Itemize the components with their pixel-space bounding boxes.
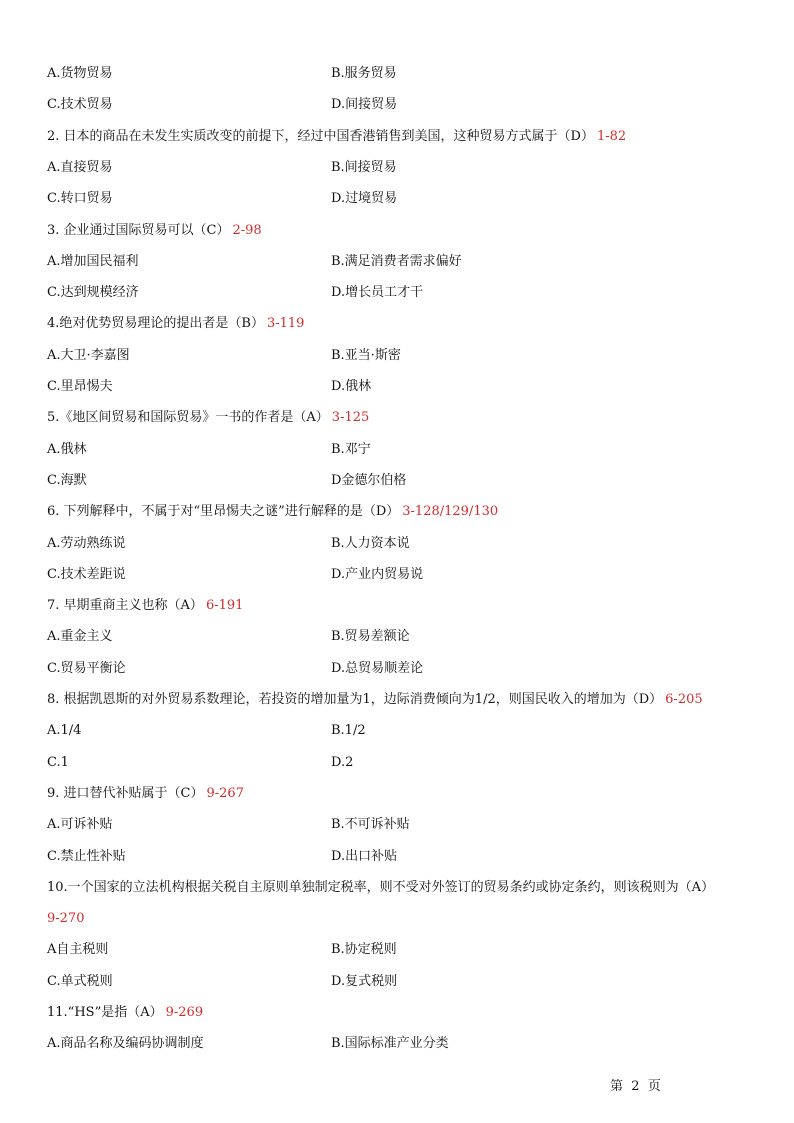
question-line — [47, 786, 244, 802]
question-text: 11.“HS”是指（A） — [47, 1005, 163, 1020]
option-left: C.转口贸易 — [47, 191, 113, 206]
option-left: A.1/4 — [47, 723, 82, 738]
question-line — [47, 1005, 203, 1021]
option-left: C.技术贸易 — [47, 97, 113, 112]
option-left: C.1 — [47, 755, 69, 770]
question-text: 4.绝对优势贸易理论的提出者是（B） — [47, 316, 264, 331]
option-right: B.协定税则 — [331, 942, 397, 957]
option-right: B.满足消费者需求偏好 — [331, 254, 462, 269]
page-reference: 6-191 — [205, 598, 244, 613]
option-left: A.劳动熟练说 — [47, 536, 126, 551]
question-text: 2. 日本的商品在未发生实质改变的前提下，经过中国香港销售到美国，这种贸易方式属于（D） — [47, 129, 594, 144]
page-reference: 3-125 — [331, 410, 370, 425]
option-left: C.技术差距说 — [47, 567, 126, 582]
option-right: B.亚当·斯密 — [331, 348, 401, 363]
option-right: D.产业内贸易说 — [331, 567, 424, 582]
option-left: C.禁止性补贴 — [47, 849, 126, 864]
page-footer — [610, 1075, 661, 1094]
option-left: A.货物贸易 — [47, 66, 113, 81]
question-text: 9. 进口替代补贴属于（C） — [47, 786, 204, 801]
page-suffix: 页 — [647, 1079, 661, 1094]
question-line — [47, 316, 304, 332]
option-left: A.重金主义 — [47, 629, 113, 644]
option-right: B.不可诉补贴 — [331, 817, 410, 832]
question-line — [47, 880, 717, 896]
option-right: B.贸易差额论 — [331, 629, 410, 644]
page-reference: 1-82 — [596, 129, 627, 144]
question-line — [47, 129, 626, 145]
option-left: C.里昂惕夫 — [47, 379, 113, 394]
option-right: B.服务贸易 — [331, 66, 397, 81]
question-text: 8. 根据凯恩斯的对外贸易系数理论，若投资的增加量为1，边际消费倾向为1/2，则国民收入的增加为（D） — [47, 692, 663, 707]
option-right: D金德尔伯格 — [331, 473, 407, 488]
option-right: B.国际标准产业分类 — [331, 1036, 449, 1051]
question-text: 6. 下列解释中，不属于对“里昂惕夫之谜”进行解释的是（D） — [47, 504, 400, 519]
question-line — [47, 692, 703, 708]
question-line — [47, 410, 369, 426]
option-left: C.海默 — [47, 473, 87, 488]
option-right: B.人力资本说 — [331, 536, 410, 551]
question-text: 5.《地区间贸易和国际贸易》一书的作者是（A） — [47, 410, 329, 425]
option-left: C.达到规模经济 — [47, 285, 139, 300]
option-right: B.间接贸易 — [331, 160, 397, 175]
question-text: 7. 早期重商主义也称（A） — [47, 598, 203, 613]
page-number: 2 — [631, 1079, 640, 1094]
option-right: D.俄林 — [331, 379, 372, 394]
option-left: C.单式税则 — [47, 974, 113, 989]
page-reference: 3-128/129/130 — [402, 504, 499, 519]
option-right: D.间接贸易 — [331, 97, 398, 112]
option-left: A.大卫·李嘉图 — [47, 348, 130, 363]
option-left: C.贸易平衡论 — [47, 661, 126, 676]
question-text: 10.一个国家的立法机构根据关税自主原则单独制定税率，则不受对外签订的贸易条约或协定条约，则该税则为（A） — [47, 880, 715, 895]
option-left: A.俄林 — [47, 442, 87, 457]
question-line — [47, 504, 498, 520]
page-reference: 9-267 — [206, 786, 244, 801]
page-reference: 6-205 — [665, 692, 703, 707]
option-right: D.增长员工才干 — [331, 285, 424, 300]
page-reference: 9-269 — [165, 1005, 204, 1020]
option-left: A.可诉补贴 — [47, 817, 113, 832]
page-reference: 2-98 — [232, 223, 262, 238]
option-right: D.出口补贴 — [331, 849, 398, 864]
option-right: D.总贸易顺差论 — [331, 661, 424, 676]
page-prefix: 第 — [610, 1079, 624, 1094]
question-line — [47, 911, 84, 927]
option-right: B.1/2 — [331, 723, 366, 738]
option-left: A.增加国民福利 — [47, 254, 139, 269]
option-right: D.2 — [331, 755, 354, 770]
question-text: 3. 企业通过国际贸易可以（C） — [47, 223, 230, 238]
option-left: A自主税则 — [47, 942, 109, 957]
option-right: D.复式税则 — [331, 974, 398, 989]
question-line — [47, 223, 262, 239]
option-left: A.直接贸易 — [47, 160, 113, 175]
question-line — [47, 598, 243, 614]
page-reference: 9-270 — [47, 911, 85, 926]
option-right: D.过境贸易 — [331, 191, 398, 206]
page-reference: 3-119 — [266, 316, 305, 331]
option-left: A.商品名称及编码协调制度 — [47, 1036, 204, 1051]
option-right: B.邓宁 — [331, 442, 371, 457]
